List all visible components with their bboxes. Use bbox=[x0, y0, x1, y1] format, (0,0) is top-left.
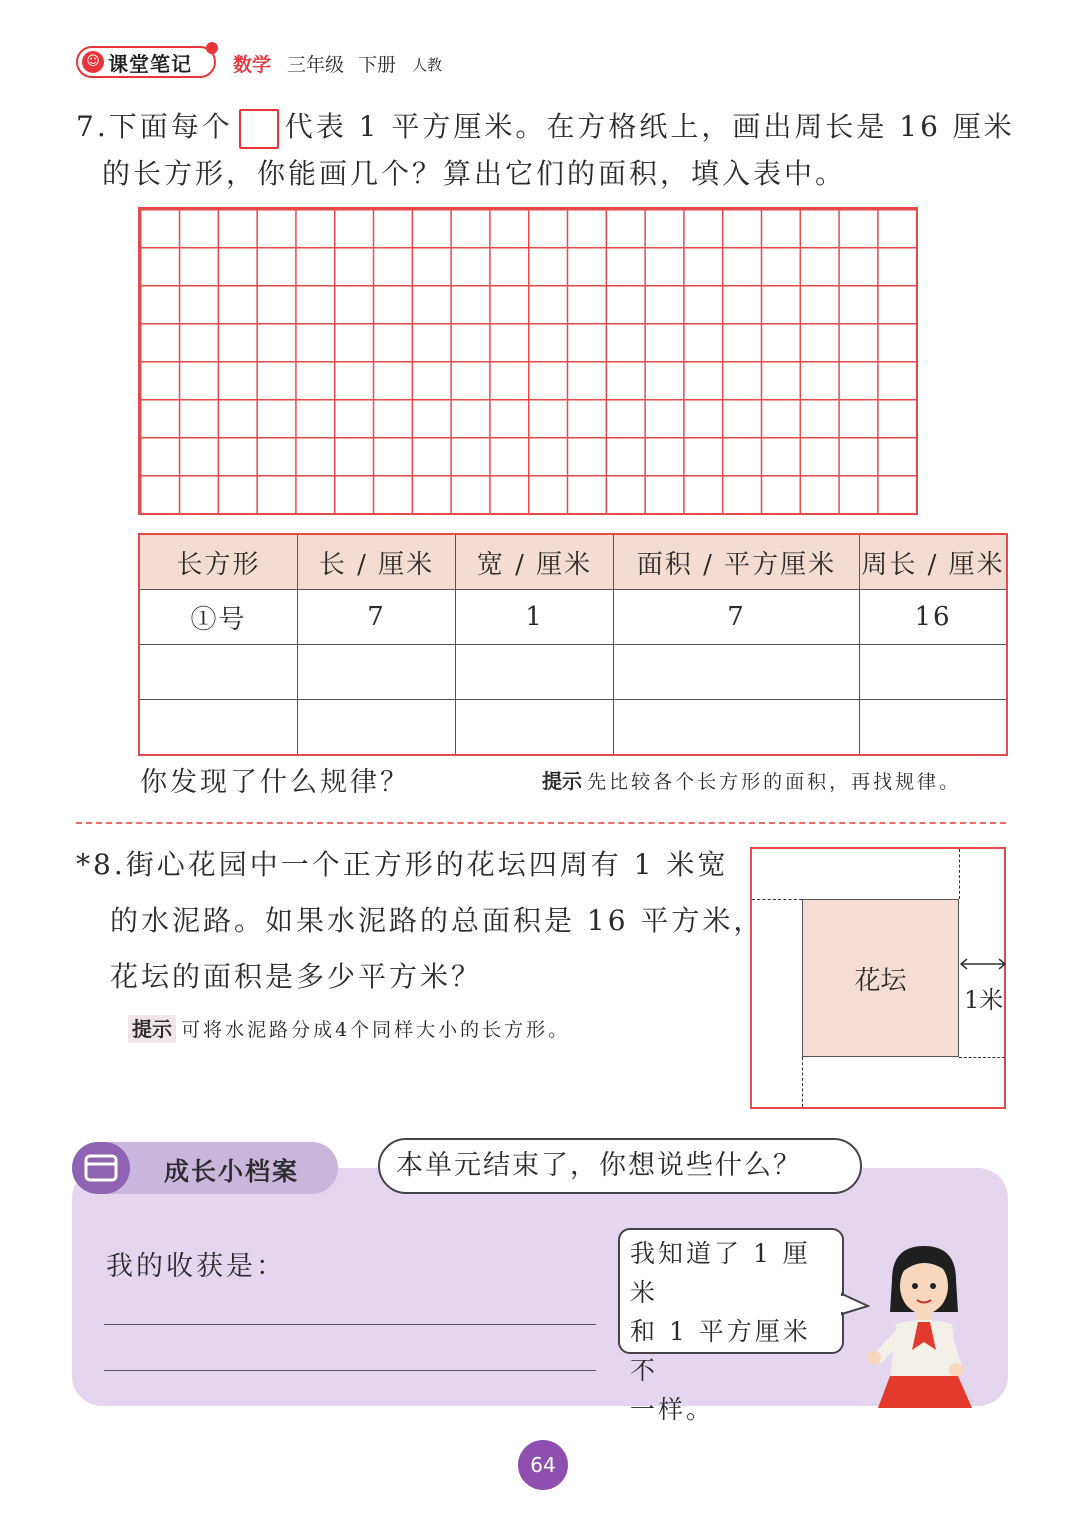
dashed-divider bbox=[959, 1057, 1005, 1058]
subject-label: 数学 bbox=[233, 54, 272, 76]
smile-icon: ☺ bbox=[82, 51, 104, 73]
student-girl-icon bbox=[862, 1238, 1008, 1408]
table-header-row bbox=[139, 534, 1007, 590]
table-header-cell: 周长 / 厘米 bbox=[860, 534, 1008, 590]
table-cell-blank[interactable] bbox=[139, 700, 298, 756]
width-arrow-icon bbox=[958, 954, 1008, 974]
dashed-divider bbox=[959, 849, 960, 899]
q8-line2: 的水泥路。如果水泥路的总面积是 16 平方米， bbox=[110, 904, 765, 937]
flowerbed-square bbox=[802, 899, 959, 1057]
answer-line[interactable] bbox=[104, 1324, 596, 1325]
answer-table bbox=[138, 533, 1008, 756]
section-divider bbox=[76, 822, 1006, 824]
speech-line: 和 1 平方厘米不 bbox=[630, 1317, 811, 1385]
table-cell: 16 bbox=[860, 590, 1008, 645]
q7-line1 bbox=[76, 104, 1015, 150]
table-row bbox=[139, 645, 1007, 700]
q8-line1 bbox=[76, 842, 728, 888]
hint-text: 先比较各个长方形的面积，再找规律。 bbox=[587, 771, 962, 793]
table-cell-blank[interactable] bbox=[614, 645, 860, 700]
q8-hint bbox=[128, 1013, 570, 1042]
page-number: 64 bbox=[518, 1440, 568, 1490]
hint-label: 提示 bbox=[542, 769, 582, 793]
table-cell-blank[interactable] bbox=[860, 645, 1008, 700]
flowerbed-label: 花坛 bbox=[854, 965, 907, 996]
dashed-divider bbox=[802, 1057, 803, 1107]
pin-dot-icon bbox=[206, 42, 218, 54]
volume-label: 下册 bbox=[358, 54, 397, 76]
q7-hint bbox=[542, 765, 961, 794]
dashed-divider bbox=[752, 899, 802, 900]
table-cell: 1 bbox=[456, 590, 614, 645]
table-cell-blank[interactable] bbox=[456, 700, 614, 756]
table-row bbox=[139, 700, 1007, 756]
q7-text-part1: 下面每个 bbox=[108, 110, 233, 143]
q7-number: 7. bbox=[76, 110, 109, 143]
answer-line[interactable] bbox=[104, 1370, 596, 1371]
growth-tag-title: 成长小档案 bbox=[164, 1157, 300, 1186]
q8-line3: 花坛的面积是多少平方米？ bbox=[110, 960, 483, 993]
speech-bubble bbox=[618, 1228, 844, 1424]
q7-line2: 的长方形，你能画几个？算出它们的面积，填入表中。 bbox=[102, 157, 847, 190]
badge-title: 课堂笔记 bbox=[108, 51, 192, 76]
q8-line1-text: 街心花园中一个正方形的花坛四周有 1 米宽 bbox=[125, 848, 729, 881]
notebook-badge bbox=[76, 46, 216, 78]
q7-pattern-question: 你发现了什么规律？ bbox=[140, 767, 410, 798]
table-cell-blank[interactable] bbox=[614, 700, 860, 756]
table-header-cell: 面积 / 平方厘米 bbox=[614, 534, 860, 590]
hint-text: 可将水泥路分成4个同样大小的长方形。 bbox=[181, 1019, 571, 1041]
grid-paper[interactable] bbox=[138, 207, 918, 515]
table-cell-blank[interactable] bbox=[456, 645, 614, 700]
q7-text-part2: 代表 1 平方厘米。在方格纸上，画出周长是 16 厘米 bbox=[284, 110, 1015, 143]
table-cell-blank[interactable] bbox=[139, 645, 298, 700]
hint-label: 提示 bbox=[128, 1015, 176, 1043]
edition-label: 人教 bbox=[412, 56, 443, 74]
table-cell: ①号 bbox=[139, 590, 298, 645]
table-header-cell: 宽 / 厘米 bbox=[456, 534, 614, 590]
table-cell: 7 bbox=[614, 590, 860, 645]
grade-label: 三年级 bbox=[287, 54, 345, 76]
table-cell-blank[interactable] bbox=[298, 645, 456, 700]
prompt-bubble: 本单元结束了，你想说些什么？ bbox=[378, 1138, 862, 1194]
speech-line: 一样。 bbox=[630, 1395, 715, 1424]
folder-icon bbox=[72, 1142, 130, 1194]
table-cell: 7 bbox=[298, 590, 456, 645]
width-label: 1米 bbox=[964, 986, 1004, 1014]
table-cell-blank[interactable] bbox=[298, 700, 456, 756]
folder-icon-glyph bbox=[72, 1142, 130, 1194]
table-header-cell: 长方形 bbox=[139, 534, 298, 590]
table-cell-blank[interactable] bbox=[860, 700, 1008, 756]
table-row bbox=[139, 590, 1007, 645]
speech-line: 我知道了 1 厘米 bbox=[630, 1239, 811, 1307]
table-header-cell: 长 / 厘米 bbox=[298, 534, 456, 590]
unit-square-icon bbox=[239, 109, 279, 149]
q8-number: *8. bbox=[76, 848, 126, 881]
harvest-label: 我的收获是： bbox=[106, 1251, 286, 1282]
